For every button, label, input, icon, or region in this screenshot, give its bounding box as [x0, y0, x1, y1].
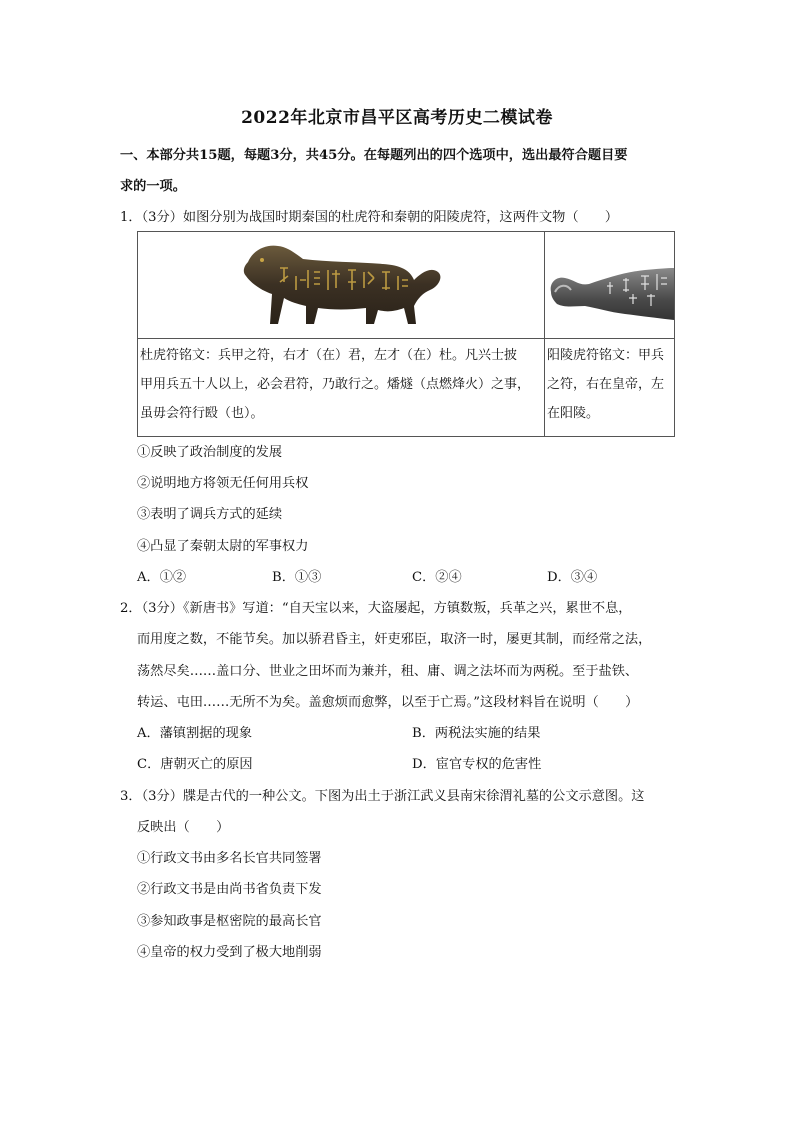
q1-option-c[interactable]: C．②④: [412, 570, 462, 585]
yangling-tiger-tally-image-cell: [545, 232, 675, 339]
q3-stem-line: 反映出（ ）: [137, 820, 230, 835]
q1-stem: 1．（3分）如图分别为战国时期秦国的杜虎符和秦朝的阳陵虎符，这两件文物（ ）: [120, 210, 619, 225]
q1-artifact-table: [137, 231, 675, 437]
q3-item-2: ②行政文书是由尚书省负责下发: [137, 882, 322, 897]
du-tiger-tally-image: [138, 232, 544, 334]
du-tiger-tally-image-cell: [138, 232, 545, 339]
q3-stem-line: 3．（3分）牒是古代的一种公文。下图为出土于浙江武义县南宋徐渭礼墓的公文示意图。这: [120, 789, 645, 804]
q2-option-a[interactable]: A．藩镇割据的现象: [137, 726, 253, 741]
section-instruction-line1: 一、本部分共15题，每题3分，共45分。在每题列出的四个选项中，选出最符合题目要: [120, 148, 628, 163]
q2-option-d[interactable]: D．宦官专权的危害性: [412, 757, 542, 772]
q1-item-4: ④凸显了秦朝太尉的军事权力: [137, 539, 309, 554]
q3-item-4: ④皇帝的权力受到了极大地削弱: [137, 945, 322, 960]
q1-item-3: ③表明了调兵方式的延续: [137, 507, 283, 522]
q1-item-1: ①反映了政治制度的发展: [137, 445, 283, 460]
q1-option-a[interactable]: A．①②: [137, 570, 187, 585]
yangling-inscription-line: 阳陵虎符铭文：甲兵: [547, 348, 665, 363]
q2-option-c[interactable]: C．唐朝灭亡的原因: [137, 757, 253, 772]
q1-item-2: ②说明地方将领无任何用兵权: [137, 476, 309, 491]
q2-stem-line: 2．（3分）《新唐书》写道：“自天宝以来，大盗屡起，方镇数叛，兵革之兴，累世不息，: [120, 601, 632, 616]
page-title: 2022年北京市昌平区高考历史二模试卷: [241, 108, 553, 128]
du-tiger-tally-inscription: [138, 339, 545, 437]
yangling-inscription-line: 在阳陵。: [547, 406, 600, 421]
section-instruction-line2: 求的一项。: [120, 179, 186, 194]
yangling-tiger-tally-image: [545, 232, 674, 334]
q2-stem-line: 而用度之数，不能节矣。加以骄君昏主，奸吏邪臣，取济一时，屡更其制，而经常之法，: [137, 632, 652, 647]
q2-stem-line: 荡然尽矣……盖口分、世业之田坏而为兼并，租、庸、调之法坏而为两税。至于盐铁、: [137, 664, 639, 679]
q2-option-b[interactable]: B．两税法实施的结果: [412, 726, 541, 741]
q1-option-d[interactable]: D．③④: [547, 570, 598, 585]
yangling-tiger-tally-inscription: [545, 339, 675, 437]
du-inscription-line: 杜虎符铭文：兵甲之符，右才（在）君，左才（在）杜。凡兴士披: [140, 348, 518, 363]
q3-item-3: ③参知政事是枢密院的最高长官: [137, 914, 322, 929]
du-inscription-line: 虽毋会符行殹（也）。: [140, 406, 264, 421]
du-inscription-line: 甲用兵五十人以上，必会君符，乃敢行之。燔燧（点燃烽火）之事，: [140, 377, 531, 392]
q3-item-1: ①行政文书由多名长官共同签署: [137, 851, 322, 866]
q2-stem-line: 转运、屯田……无所不为矣。盖愈烦而愈弊，以至于亡焉。”这段材料旨在说明（ ）: [137, 695, 639, 710]
yangling-inscription-line: 之符，右在皇帝，左: [547, 377, 665, 392]
q1-option-b[interactable]: B．①③: [272, 570, 322, 585]
